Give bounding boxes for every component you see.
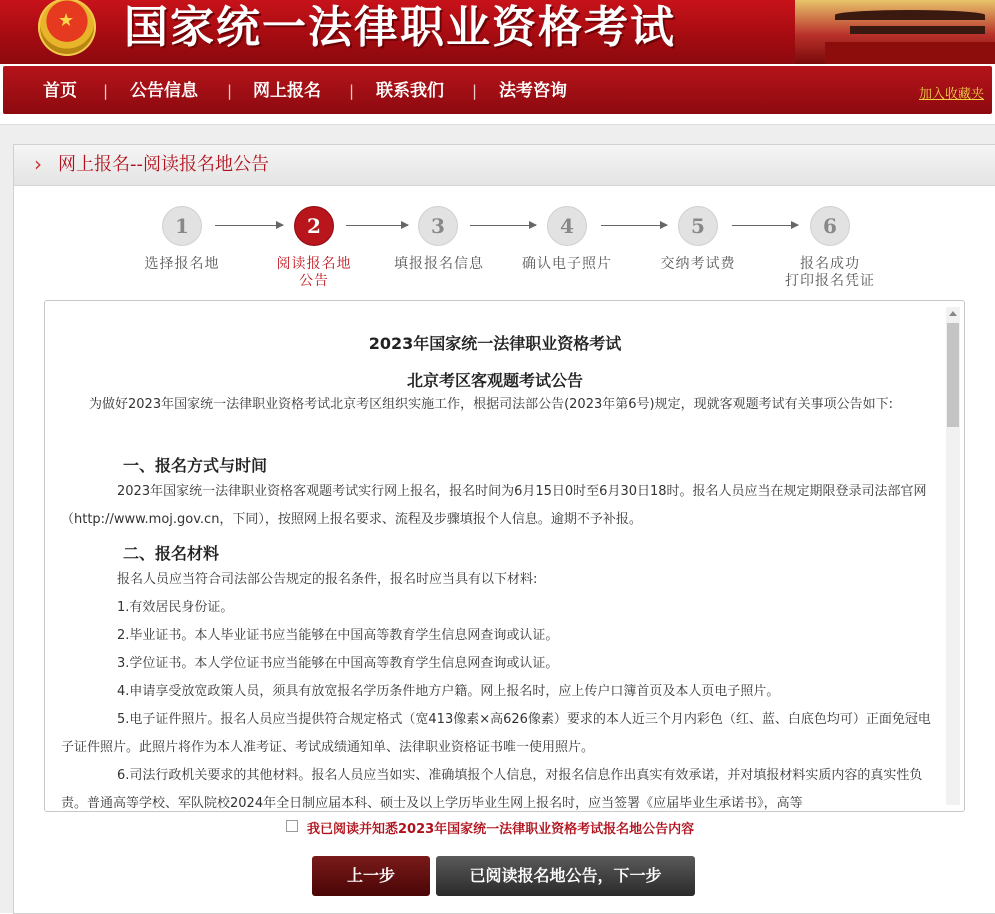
list-item: 1.有效居民身份证。 — [117, 600, 234, 615]
list-item: 2.毕业证书。本人毕业证书应当能够在中国高等教育学生信息网查询或认证。 — [117, 628, 559, 643]
panel-title: 网上报名--阅读报名地公告 — [58, 154, 269, 175]
section-2-intro: 报名人员应当符合司法部公告规定的报名条件，报名时应当具有以下材料: — [117, 572, 538, 587]
nav-separator: | — [349, 82, 355, 100]
step-2-circle: 2 — [294, 206, 334, 246]
nav-separator: | — [472, 82, 478, 100]
step-4-label: 确认电子照片 — [522, 256, 612, 272]
list-item: 3.学位证书。本人学位证书应当能够在中国高等教育学生信息网查询或认证。 — [117, 656, 559, 671]
nav-item-consult[interactable]: 法考咨询 — [499, 81, 567, 101]
step-6-label — [770, 256, 890, 290]
step-1-label: 选择报名地 — [144, 256, 220, 272]
step-arrow — [732, 225, 798, 226]
nav-separator: | — [103, 82, 109, 100]
step-4-circle: 4 — [547, 206, 587, 246]
notice-document[interactable] — [44, 300, 965, 812]
next-step-button[interactable]: 已阅读报名地公告，下一步 — [436, 856, 695, 896]
step-arrow — [470, 225, 536, 226]
national-emblem-icon: ★ — [38, 0, 96, 56]
section-1-text: 2023年国家统一法律职业资格客观题考试实行网上报名，报名时间为6月15日0时至6月30日18时。报名人员应当在规定期限登录司法部官网（http://www.moj.gov.cn，下同），按照网上报名要求、流程及步骤填报个人信息。逾期不予补报。 — [61, 484, 927, 527]
section-2-heading: 二、报名材料 — [123, 544, 220, 563]
previous-step-button[interactable]: 上一步 — [312, 856, 430, 896]
nav-item-announcements[interactable]: 公告信息 — [130, 81, 198, 101]
section-1-heading: 一、报名方式与时间 — [123, 456, 268, 475]
scroll-up-icon[interactable] — [949, 311, 957, 316]
step-5-circle: 5 — [678, 206, 718, 246]
notice-intro: 为做好2023年国家统一法律职业资格考试北京考区组织实施工作，根据司法部公告(2023年第6号)规定，现就客观题考试有关事项公告如下: — [89, 397, 893, 412]
step-2-label-line2: 公告 — [299, 273, 329, 289]
step-6-circle: 6 — [810, 206, 850, 246]
step-5-label: 交纳考试费 — [660, 256, 736, 272]
site-title: 国家统一法律职业资格考试 — [124, 2, 676, 53]
scrollbar-thumb[interactable] — [947, 323, 959, 427]
nav-item-contact[interactable]: 联系我们 — [376, 81, 444, 101]
chevron-right-icon: › — [34, 152, 42, 176]
nav-item-home[interactable]: 首页 — [43, 81, 77, 101]
nav-item-online-registration[interactable]: 网上报名 — [253, 81, 321, 101]
notice-title-1: 2023年国家统一法律职业资格考试 — [368, 334, 622, 353]
list-item: 6.司法行政机关要求的其他材料。报名人员应当如实、准确填报个人信息，对报名信息作出真实有效承诺，并对填报材料实质内容的真实性负责。普通高等学校、军队院校2024年全日制应届本科、硕士及以上学历毕业生网上报名时，应当签署《应届毕业生承诺书》，高等 — [61, 768, 923, 811]
step-3-label: 填报报名信息 — [394, 256, 484, 272]
nav-separator: | — [227, 82, 233, 100]
step-2-label — [264, 256, 364, 290]
step-1-circle: 1 — [162, 206, 202, 246]
add-favorite-link[interactable]: 加入收藏夹 — [918, 87, 984, 102]
step-2-label-line1: 阅读报名地 — [276, 256, 352, 272]
list-item: 5.电子证件照片。报名人员应当提供符合规定格式（宽413像素×高626像素）要求的本人近三个月内彩色（红、蓝、白底色均可）正面免冠电子证件照片。此照片将作为本人准考证、考试成绩通知单、法律职业资格证书唯一使用照片。 — [61, 712, 931, 755]
agree-label[interactable]: 我已阅读并知悉2023年国家统一法律职业资格考试报名地公告内容 — [307, 822, 695, 837]
main-nav — [0, 64, 995, 116]
step-6-label-line2: 打印报名凭证 — [785, 273, 875, 289]
vertical-scrollbar[interactable] — [946, 307, 960, 805]
header-banner — [0, 0, 995, 64]
step-3-circle: 3 — [418, 206, 458, 246]
step-arrow — [215, 225, 283, 226]
step-arrow — [346, 225, 408, 226]
panel-header — [14, 145, 995, 186]
notice-title-2: 北京考区客观题考试公告 — [406, 371, 583, 390]
agree-checkbox[interactable] — [286, 820, 298, 832]
step-6-label-line1: 报名成功 — [800, 256, 860, 272]
tiananmen-image — [795, 0, 995, 64]
step-arrow — [601, 225, 667, 226]
list-item: 4.申请享受放宽政策人员，须具有放宽报名学历条件地方户籍。网上报名时，应上传户口簿首页及本人页电子照片。 — [117, 684, 780, 699]
nav-bar — [3, 66, 992, 114]
